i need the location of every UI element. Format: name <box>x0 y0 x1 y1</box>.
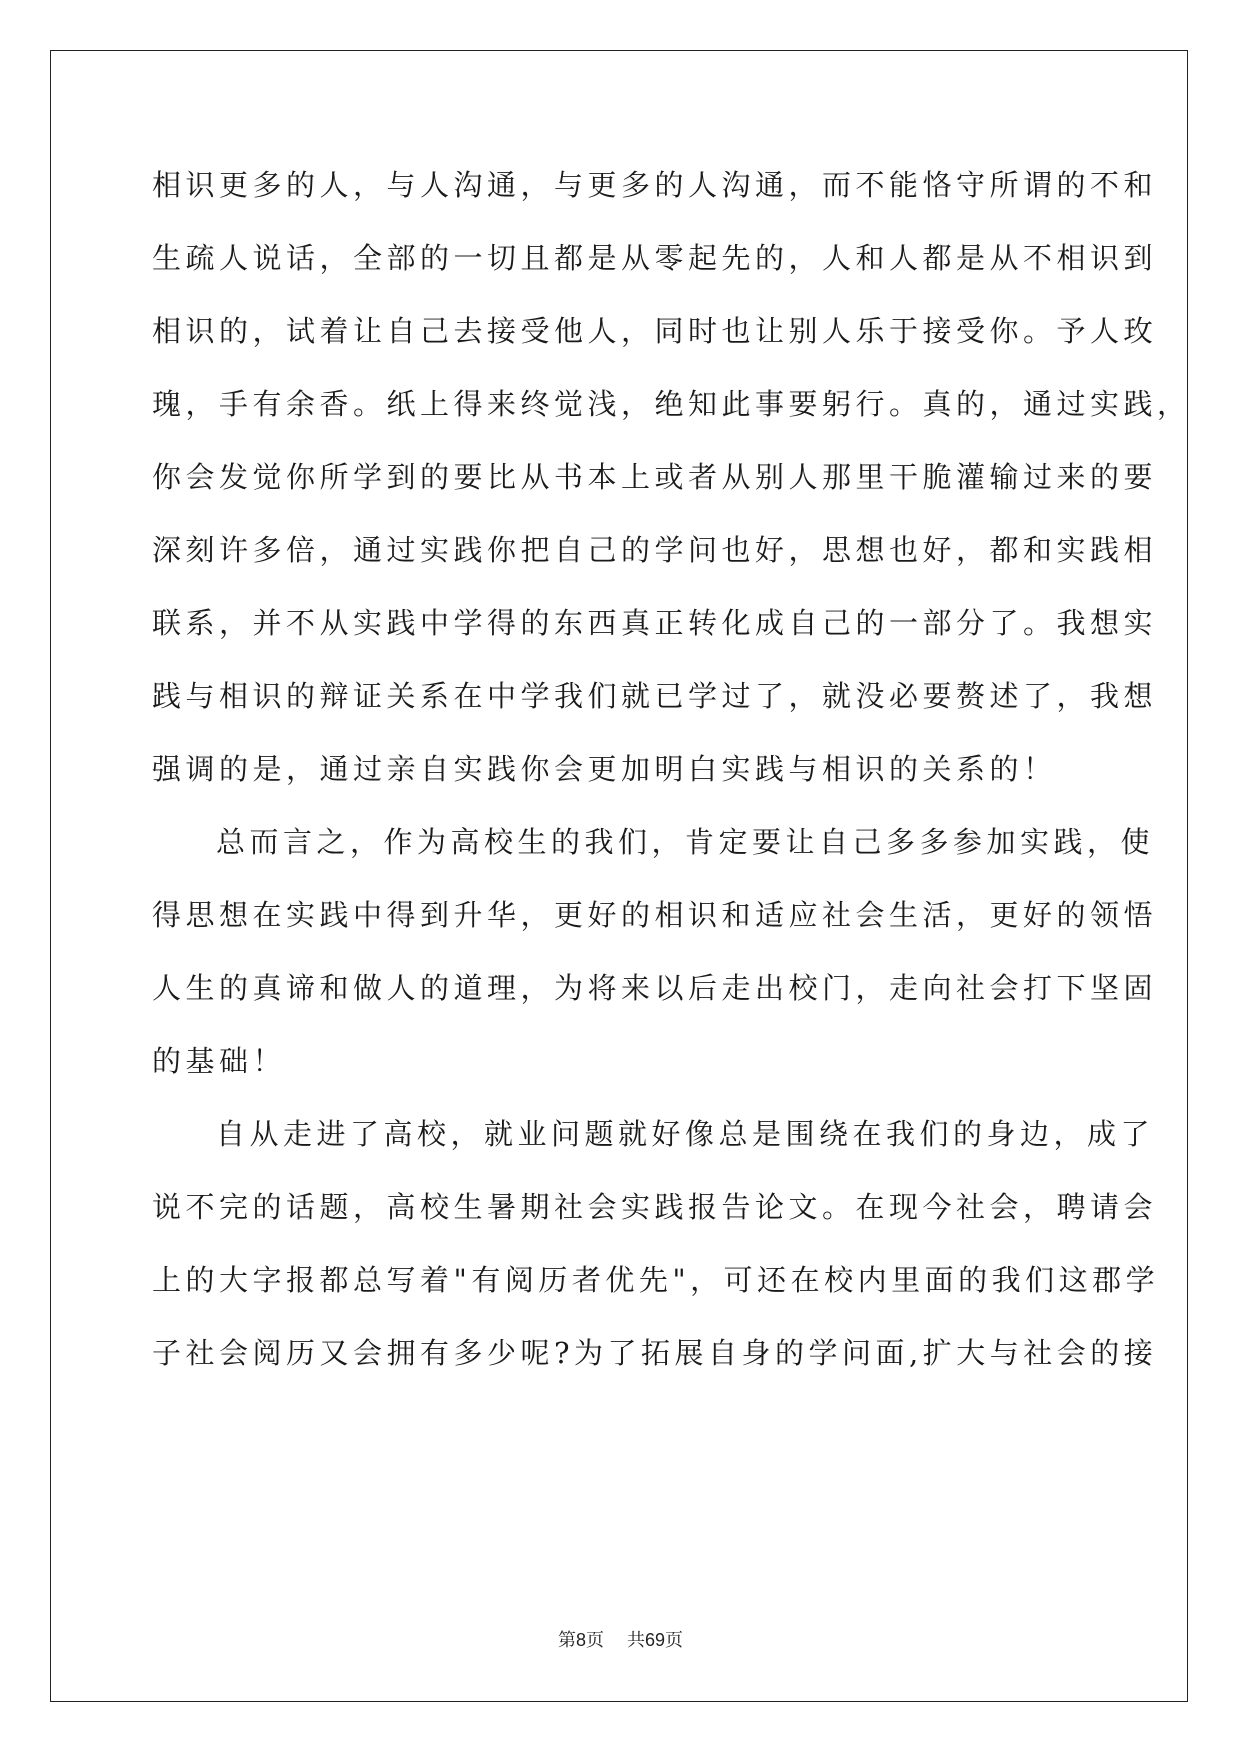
total-label-suffix: 页 <box>664 1630 683 1651</box>
text-line: 强调的是，通过亲自实践你会更加明白实践与相识的关系的！ <box>152 752 1057 786</box>
page-label-prefix: 第 <box>558 1630 577 1651</box>
paragraph-first-line: 自从走进了高校，就业问题就好像总是围绕在我们的身边，成了 <box>216 1117 1155 1151</box>
paragraph-first-line: 总而言之，作为高校生的我们，肯定要让自己多多参加实践，使 <box>216 825 1155 859</box>
text-line: 上的大字报都总写着"有阅历者优先"，可还在校内里面的我们这郡学 <box>152 1263 1160 1297</box>
total-pages: 69 <box>644 1630 665 1650</box>
page-footer <box>0 1626 1241 1652</box>
text-line: 联系，并不从实践中学得的东西真正转化成自己的一部分了。我想实 <box>152 606 1158 640</box>
page-label-suffix: 页 <box>586 1630 605 1651</box>
page-border <box>50 50 1188 1702</box>
text-line: 深刻许多倍，通过实践你把自己的学问也好，思想也好，都和实践相 <box>152 533 1158 567</box>
text-line: 子社会阅历又会拥有多少呢?为了拓展自身的学问面,扩大与社会的接 <box>152 1336 1158 1370</box>
text-line: 相识更多的人，与人沟通，与更多的人沟通，而不能恪守所谓的不和 <box>152 168 1158 202</box>
text-line: 你会发觉你所学到的要比从书本上或者从别人那里干脆灌输过来的要 <box>152 460 1158 494</box>
text-line: 生疏人说话，全部的一切且都是从零起先的，人和人都是从不相识到 <box>152 241 1158 275</box>
total-label-prefix: 共 <box>626 1630 645 1651</box>
text-line: 践与相识的辩证关系在中学我们就已学过了，就没必要赘述了，我想 <box>152 679 1158 713</box>
text-line: 瑰，手有余香。纸上得来终觉浅，绝知此事要躬行。真的，通过实践， <box>152 387 1191 421</box>
text-line: 说不完的话题，高校生暑期社会实践报告论文。在现今社会，聘请会 <box>152 1190 1158 1224</box>
text-line: 的基础！ <box>152 1044 287 1078</box>
page-number: 8 <box>576 1630 587 1650</box>
text-line: 得思想在实践中得到升华，更好的相识和适应社会生活，更好的领悟 <box>152 898 1158 932</box>
text-line: 人生的真谛和做人的道理，为将来以后走出校门，走向社会打下坚固 <box>152 971 1158 1005</box>
text-line: 相识的，试着让自己去接受他人，同时也让别人乐于接受你。予人玫 <box>152 314 1158 348</box>
